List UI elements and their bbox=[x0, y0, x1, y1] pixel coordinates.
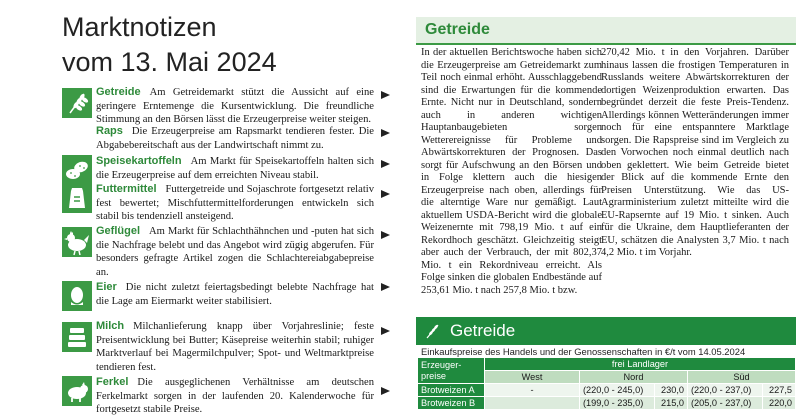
item-text: Am Markt für Speisekartoffeln halten sich die Erzeugerpreise auf dem erreichten Niveau stabil. bbox=[96, 156, 374, 181]
page-title bbox=[62, 10, 277, 80]
cell-nord-range: (199,0 - 235,0) bbox=[580, 397, 655, 410]
cell-sued-value: 220,0 bbox=[762, 397, 795, 410]
item-text: Die ausgeglichenen Verhältnisse am deutschen Ferkelmarkt sorgen in der laufenden 20. Kalenderwoche für fortgesetzt stabile Preise. bbox=[96, 377, 374, 416]
article-column-2: 270,42 Mio. t in den Vorjahren. Darüber hinaus lassen die frostigen Temperaturen in Russlands weitere Abwärtskorrekturen der dortigen Weizenproduktion erwarten. Das begründet derzeit die feste Preis-Tendenz. Allerdings können Wetteränderungen immer noch für eine entspanntere Marktlage sorgen. Die Rapspreise sind im Vergleich zu den Vorwochen noch einmal deutlich nach oben geklettert. Wie beim Getreide bietet der Blick auf die kommende Ernte den Preisen Unterstützung. Wie das US-Agrarministerium zuletzt mitteilte wird die EU-Rapsernte auf 19 Mio. t sinken. Auch für die Ukraine, dem Hauptlieferanten der EU, schätzen die Analysten 3,7 Mio. t nach 4,2 Mio. t im Vorjahr. bbox=[601, 47, 789, 258]
egg-icon bbox=[62, 281, 92, 311]
item-text: Die nicht zuletzt feiertagsbedingt belebte Nachfrage hat die Lage am Eiermarkt weiter stabilisiert. bbox=[96, 282, 374, 307]
price-table-subtitle: Einkaufspreise des Handels und der Genossenschaften in €/t vom 14.05.2024 bbox=[421, 346, 746, 357]
column-header-west: West bbox=[485, 371, 580, 384]
cell-sued-range: (205,0 - 237,0) bbox=[687, 397, 762, 410]
cell-nord-value: 230,0 bbox=[654, 384, 687, 397]
cell-sued-range: (220,0 - 237,0) bbox=[687, 384, 762, 397]
cell-sued-value: 227,5 bbox=[762, 384, 795, 397]
item-head: Ferkel bbox=[96, 376, 129, 388]
cell-west: - bbox=[485, 384, 580, 397]
item-text: Die Erzeugerpreise am Rapsmarkt tendieren fester. Die Abgabebereitschaft aus der Landwirtschaft nimmt zu. bbox=[96, 126, 374, 151]
article-heading: Getreide bbox=[425, 21, 490, 38]
item-text: Milchanlieferung knapp über Vorjahreslinie; feste Preisentwicklung bei Butter; Käsepreise weiterhin stabil; ruhiger Marktverlauf bei Magermilchpulver; Spot- und Weltmarktpreise tendieren fest. bbox=[96, 321, 374, 373]
piglet-icon bbox=[62, 376, 92, 406]
item-head: Futtermittel bbox=[96, 183, 157, 195]
article-heading-box bbox=[416, 17, 796, 45]
potato-icon bbox=[62, 155, 92, 185]
group-header-cell: frei Landlager bbox=[485, 358, 796, 371]
arrow-right-icon bbox=[381, 91, 390, 99]
item-head: Getreide bbox=[96, 86, 141, 98]
row-label: Brotweizen A bbox=[418, 384, 485, 397]
table-row bbox=[418, 384, 796, 397]
arrow-right-icon bbox=[381, 283, 390, 291]
arrow-right-icon bbox=[381, 129, 390, 137]
table-row bbox=[418, 397, 796, 410]
cell-nord-value: 215,0 bbox=[654, 397, 687, 410]
price-table bbox=[418, 358, 796, 410]
row-header-cell: Erzeuger-preise bbox=[418, 358, 485, 384]
article-column-1: In der aktuellen Berichtswoche haben sich die Erzeugerpreise am Getreidemarkt zum Teil noch einmal erhöht. Ausschlaggebend sind die Erwartungen für die kommende Ernte. Nicht nur in Deutschland, sondern auch in anderen wichtigen Hauptanbaugebieten sorgen Wetterereignisse für Probleme und Abwärtskorrekturen der Prognosen. Das sorgt für Aufschwung an den Börsen und in Folge klettern auch die hiesigen Erzeugerpreise nach oben, allerdings für die alterntige Ware nur gemäßigt. Laut aktuellem USDA-Bericht wird die globale Weizenernte mit 798,19 Mio. t auf ein Rekordhoch geschätzt. Gleichzeitig steigt aber auch der Verbrauch, der mit 802,37 Mio. t ein Rekordniveau erreicht. Als Folge sinken die globalen Endbestände auf 253,61 Mio. t nach 257,8 Mio. t bzw. bbox=[421, 47, 602, 296]
price-table-title: Getreide bbox=[450, 321, 516, 340]
wheat-icon bbox=[424, 323, 442, 339]
cell-west bbox=[485, 397, 580, 410]
cell-nord-range: (220,0 - 245,0) bbox=[580, 384, 655, 397]
item-head: Speisekartoffeln bbox=[96, 155, 182, 167]
arrow-right-icon bbox=[381, 160, 390, 168]
page-title-line2: vom 13. Mai 2024 bbox=[62, 47, 277, 77]
item-text: Futtergetreide und Sojaschrote fortgesetzt relativ fest bewertet; Mischfuttermittelforderungen entwickeln sich stabil bis tendenziell ansteigend. bbox=[96, 184, 374, 223]
row-label: Brotweizen B bbox=[418, 397, 485, 410]
arrow-right-icon bbox=[381, 387, 390, 395]
wheat-icon bbox=[62, 88, 92, 118]
item-head: Raps bbox=[96, 125, 123, 137]
item-head: Geflügel bbox=[96, 225, 141, 237]
milk-products-icon bbox=[62, 322, 92, 352]
column-header-nord: Nord bbox=[580, 371, 688, 384]
feed-bag-icon bbox=[62, 183, 92, 213]
item-head: Milch bbox=[96, 320, 125, 332]
page-title-line1: Marktnotizen bbox=[62, 12, 217, 42]
item-text: Am Markt für Schlachthähnchen und -puten hat sich die Nachfrage belebt und das Angebot wird zügig abgerufen. Für besonders gefragte Artikel zogen die Schlachtereiabgabepreise an. bbox=[96, 226, 374, 278]
item-text: Am Getreidemarkt stützt die Aussicht auf eine geringere Erntemenge die Kursentwicklung. Die freundliche Stimmung an den Börsen lässt die Erzeugerpreise weiter steigen. bbox=[96, 87, 374, 126]
arrow-right-icon bbox=[381, 327, 390, 335]
price-table-header bbox=[416, 317, 796, 345]
item-head: Eier bbox=[96, 281, 117, 293]
column-header-sued: Süd bbox=[687, 371, 795, 384]
chicken-icon bbox=[62, 227, 92, 257]
arrow-right-icon bbox=[381, 231, 390, 239]
arrow-right-icon bbox=[381, 190, 390, 198]
